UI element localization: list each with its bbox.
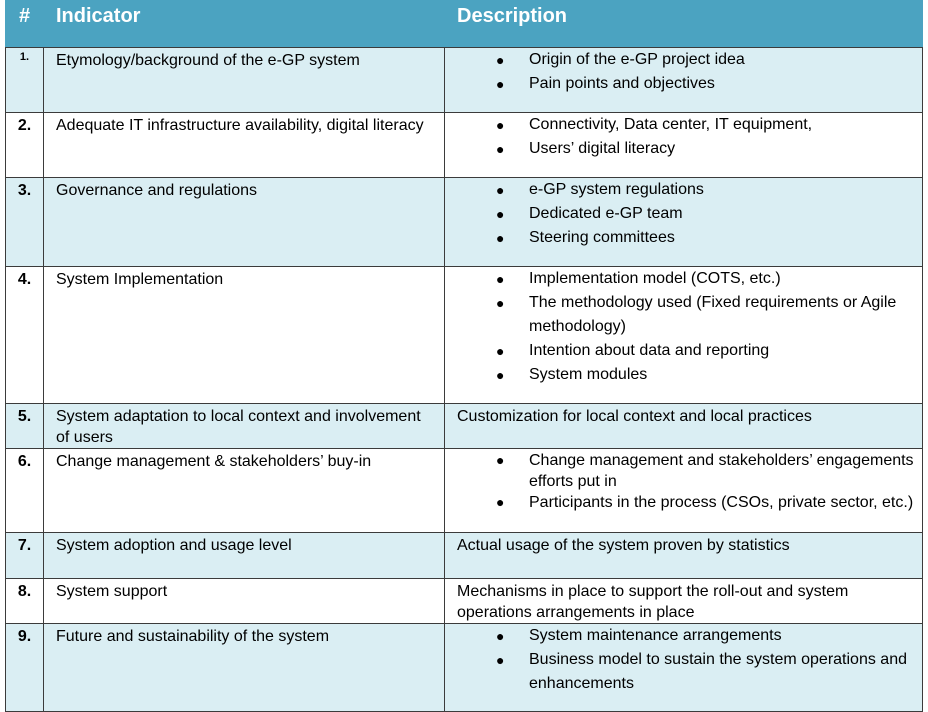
indicator-cell: Etymology/background of the e-GP system (44, 48, 445, 113)
table-row (6, 624, 923, 712)
list-item: ● Dedicated e-GP team (457, 202, 914, 226)
list-item: ● System maintenance arrangements (457, 624, 914, 648)
list-item: ● Pain points and objectives (457, 72, 914, 96)
row-number: 5. (6, 404, 44, 449)
bullet-icon: ● (496, 76, 505, 92)
list-item: ● System modules (457, 363, 914, 387)
indicator-cell: Future and sustainability of the system (44, 624, 445, 712)
table-row (6, 178, 923, 267)
indicator-table (5, 0, 923, 712)
bullet-icon: ● (496, 343, 505, 359)
header-num: # (6, 1, 44, 48)
bullet-icon: ● (496, 182, 505, 198)
bullet-icon: ● (496, 271, 505, 287)
description-cell (445, 449, 923, 533)
row-number: 4. (6, 267, 44, 404)
table-row (6, 579, 923, 624)
indicator-cell: System adoption and usage level (44, 533, 445, 579)
list-item: ● Implementation model (COTS, etc.) (457, 267, 914, 291)
list-item: ● The methodology used (Fixed requirements or Agile methodology) (457, 291, 914, 339)
bullet-icon: ● (496, 230, 505, 246)
row-number: 3. (6, 178, 44, 267)
table-row (6, 113, 923, 178)
bullet-icon: ● (496, 628, 505, 644)
header-indicator: Indicator (44, 1, 445, 48)
indicator-cell: Change management & stakeholders’ buy-in (44, 449, 445, 533)
list-item: ● Change management and stakeholders’ engagements efforts put in (496, 452, 914, 490)
bullet-icon: ● (496, 652, 505, 668)
table-row (6, 449, 923, 533)
list-item: ● Participants in the process (CSOs, private sector, etc.) (496, 494, 914, 511)
list-item: ● Steering committees (457, 226, 914, 250)
row-number: 9. (6, 624, 44, 712)
list-item: ● e-GP system regulations (457, 178, 914, 202)
description-text: Customization for local context and local practices (457, 408, 812, 425)
indicator-cell: Adequate IT infrastructure availability, digital literacy (44, 113, 445, 178)
description-text: Mechanisms in place to support the roll-out and system operations arrangements in place (457, 583, 849, 621)
description-cell (445, 178, 923, 267)
row-number: 1. (6, 48, 44, 113)
list-item: ● Users’ digital literacy (457, 137, 914, 161)
row-number: 6. (6, 449, 44, 533)
table-row (6, 48, 923, 113)
row-number: 8. (6, 579, 44, 624)
indicator-cell: Governance and regulations (44, 178, 445, 267)
indicator-cell: System Implementation (44, 267, 445, 404)
header-description: Description (445, 1, 923, 48)
description-cell (445, 267, 923, 404)
header-row (6, 1, 923, 48)
list-item: ● Intention about data and reporting (457, 339, 914, 363)
list-item: ● Business model to sustain the system operations and enhancements (457, 648, 914, 696)
bullet-icon: ● (496, 295, 505, 311)
bullet-icon: ● (496, 117, 505, 133)
description-cell (445, 624, 923, 712)
row-number: 2. (6, 113, 44, 178)
indicator-cell: System adaptation to local context and involvement of users (44, 404, 445, 449)
bullet-icon: ● (496, 206, 505, 222)
bullet-icon: ● (496, 141, 505, 157)
description-text: Actual usage of the system proven by statistics (457, 537, 790, 554)
description-cell (445, 579, 923, 624)
table-row (6, 267, 923, 404)
description-cell (445, 404, 923, 449)
bullet-icon: ● (496, 367, 505, 383)
indicator-cell: System support (44, 579, 445, 624)
table-row (6, 404, 923, 449)
description-cell (445, 533, 923, 579)
row-number: 7. (6, 533, 44, 579)
description-cell (445, 48, 923, 113)
bullet-icon: ● (496, 494, 505, 510)
description-cell (445, 113, 923, 178)
table-row (6, 533, 923, 579)
bullet-icon: ● (496, 452, 505, 468)
list-item: ● Origin of the e-GP project idea (457, 48, 914, 72)
bullet-icon: ● (496, 52, 505, 68)
list-item: ● Connectivity, Data center, IT equipment, (457, 113, 914, 137)
